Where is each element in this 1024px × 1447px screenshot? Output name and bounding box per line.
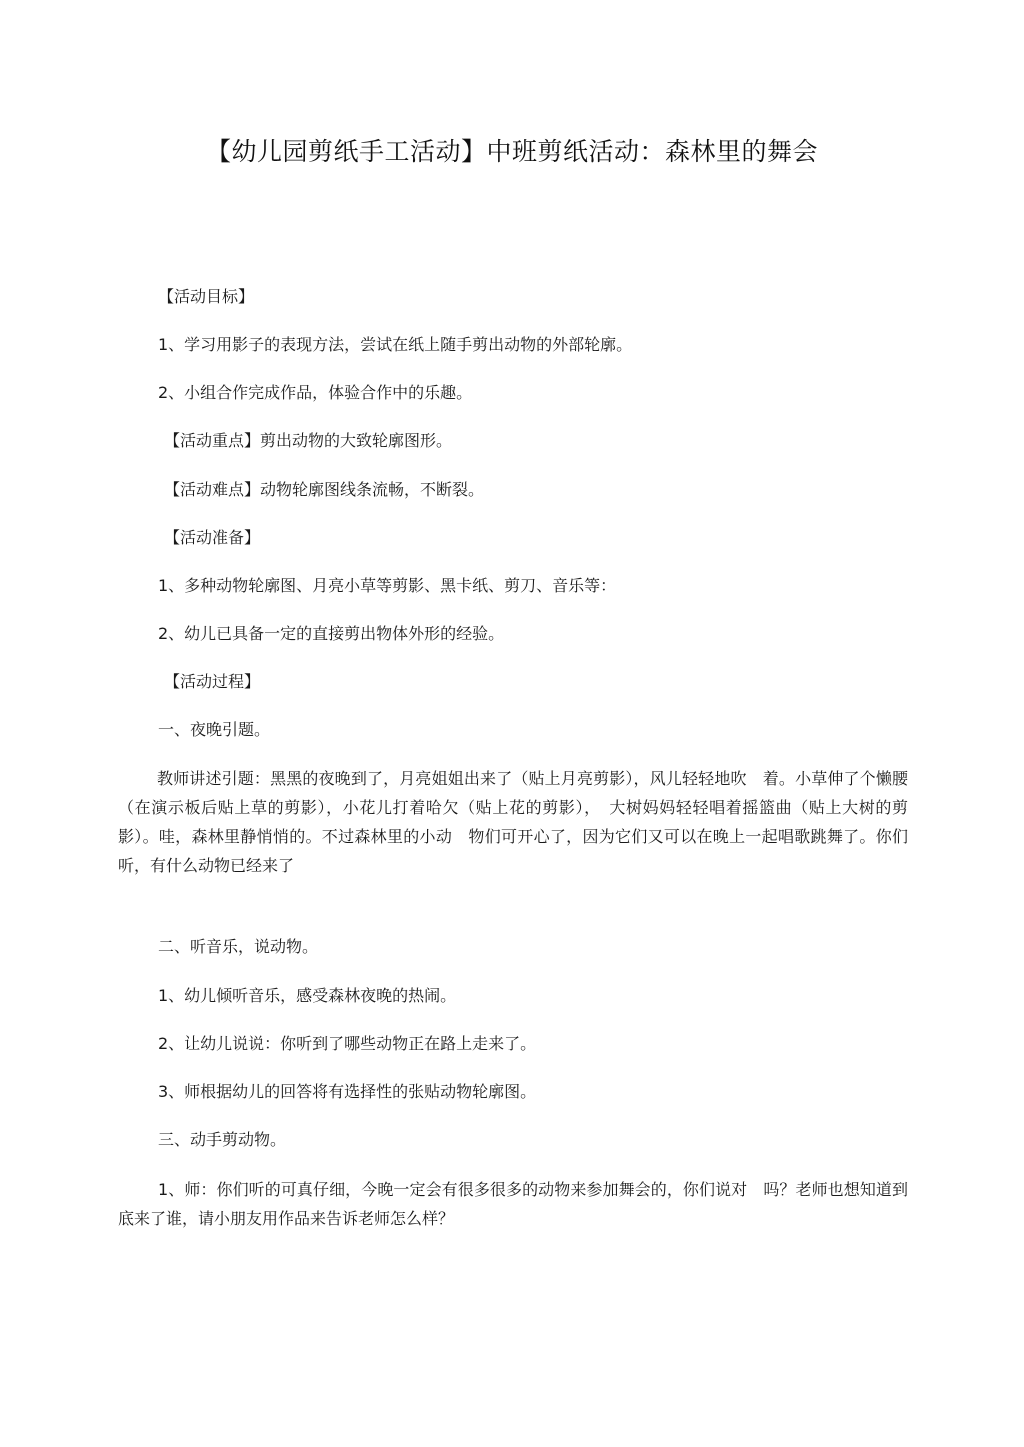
process-paragraph-2: 1、师：你们听的可真仔细，今晚一定会有很多很多的动物来参加舞会的，你们说对 吗？老师也想知道到底来了谁，请小朋友用作品来告诉老师怎么样？ (118, 1180, 908, 1228)
step2-item-1: 1、幼儿倾听音乐，感受森林夜晚的热闹。 (158, 986, 457, 1005)
process-step-2: 二、听音乐，说动物。 (158, 937, 319, 956)
goal-item-1: 1、学习用影子的表现方法，尝试在纸上随手剪出动物的外部轮廓。 (158, 335, 633, 354)
page-title: 【幼儿园剪纸手工活动】中班剪纸活动：森林里的舞会 (205, 137, 818, 166)
preparation-item-1: 1、多种动物轮廓图、月亮小草等剪影、黑卡纸、剪刀、音乐等： (158, 576, 617, 595)
activity-focus: 【活动重点】剪出动物的大致轮廓图形。 (164, 431, 453, 450)
process-step-1: 一、夜晚引题。 (158, 720, 271, 739)
heading-activity-process: 【活动过程】 (164, 672, 261, 691)
activity-difficulty: 【活动难点】动物轮廓图线条流畅，不断裂。 (164, 480, 485, 499)
step2-item-3: 3、师根据幼儿的回答将有选择性的张贴动物轮廓图。 (158, 1082, 537, 1101)
step2-item-2: 2、让幼儿说说：你听到了哪些动物正在路上走来了。 (158, 1034, 537, 1053)
heading-activity-preparation: 【活动准备】 (164, 528, 261, 547)
preparation-item-2: 2、幼儿已具备一定的直接剪出物体外形的经验。 (158, 624, 505, 643)
heading-activity-goals: 【活动目标】 (158, 287, 255, 306)
process-paragraph-1: 教师讲述引题：黑黑的夜晚到了，月亮姐姐出来了（贴上月亮剪影），风儿轻轻地吹 着。小草伸了个懒腰（在演示板后贴上草的剪影），小花儿打着哈欠（贴上花的剪影）， 大树妈妈轻轻唱着摇篮曲（贴上大树的剪影）。哇，森林里静悄悄的。不过森林里的小动 物们可开心了，因为它们又可以在晚上一起唱歌跳舞了。你们听，有什么动物已经来了 (118, 769, 908, 875)
goal-item-2: 2、小组合作完成作品，体验合作中的乐趣。 (158, 383, 473, 402)
process-step-3: 三、动手剪动物。 (158, 1130, 287, 1149)
